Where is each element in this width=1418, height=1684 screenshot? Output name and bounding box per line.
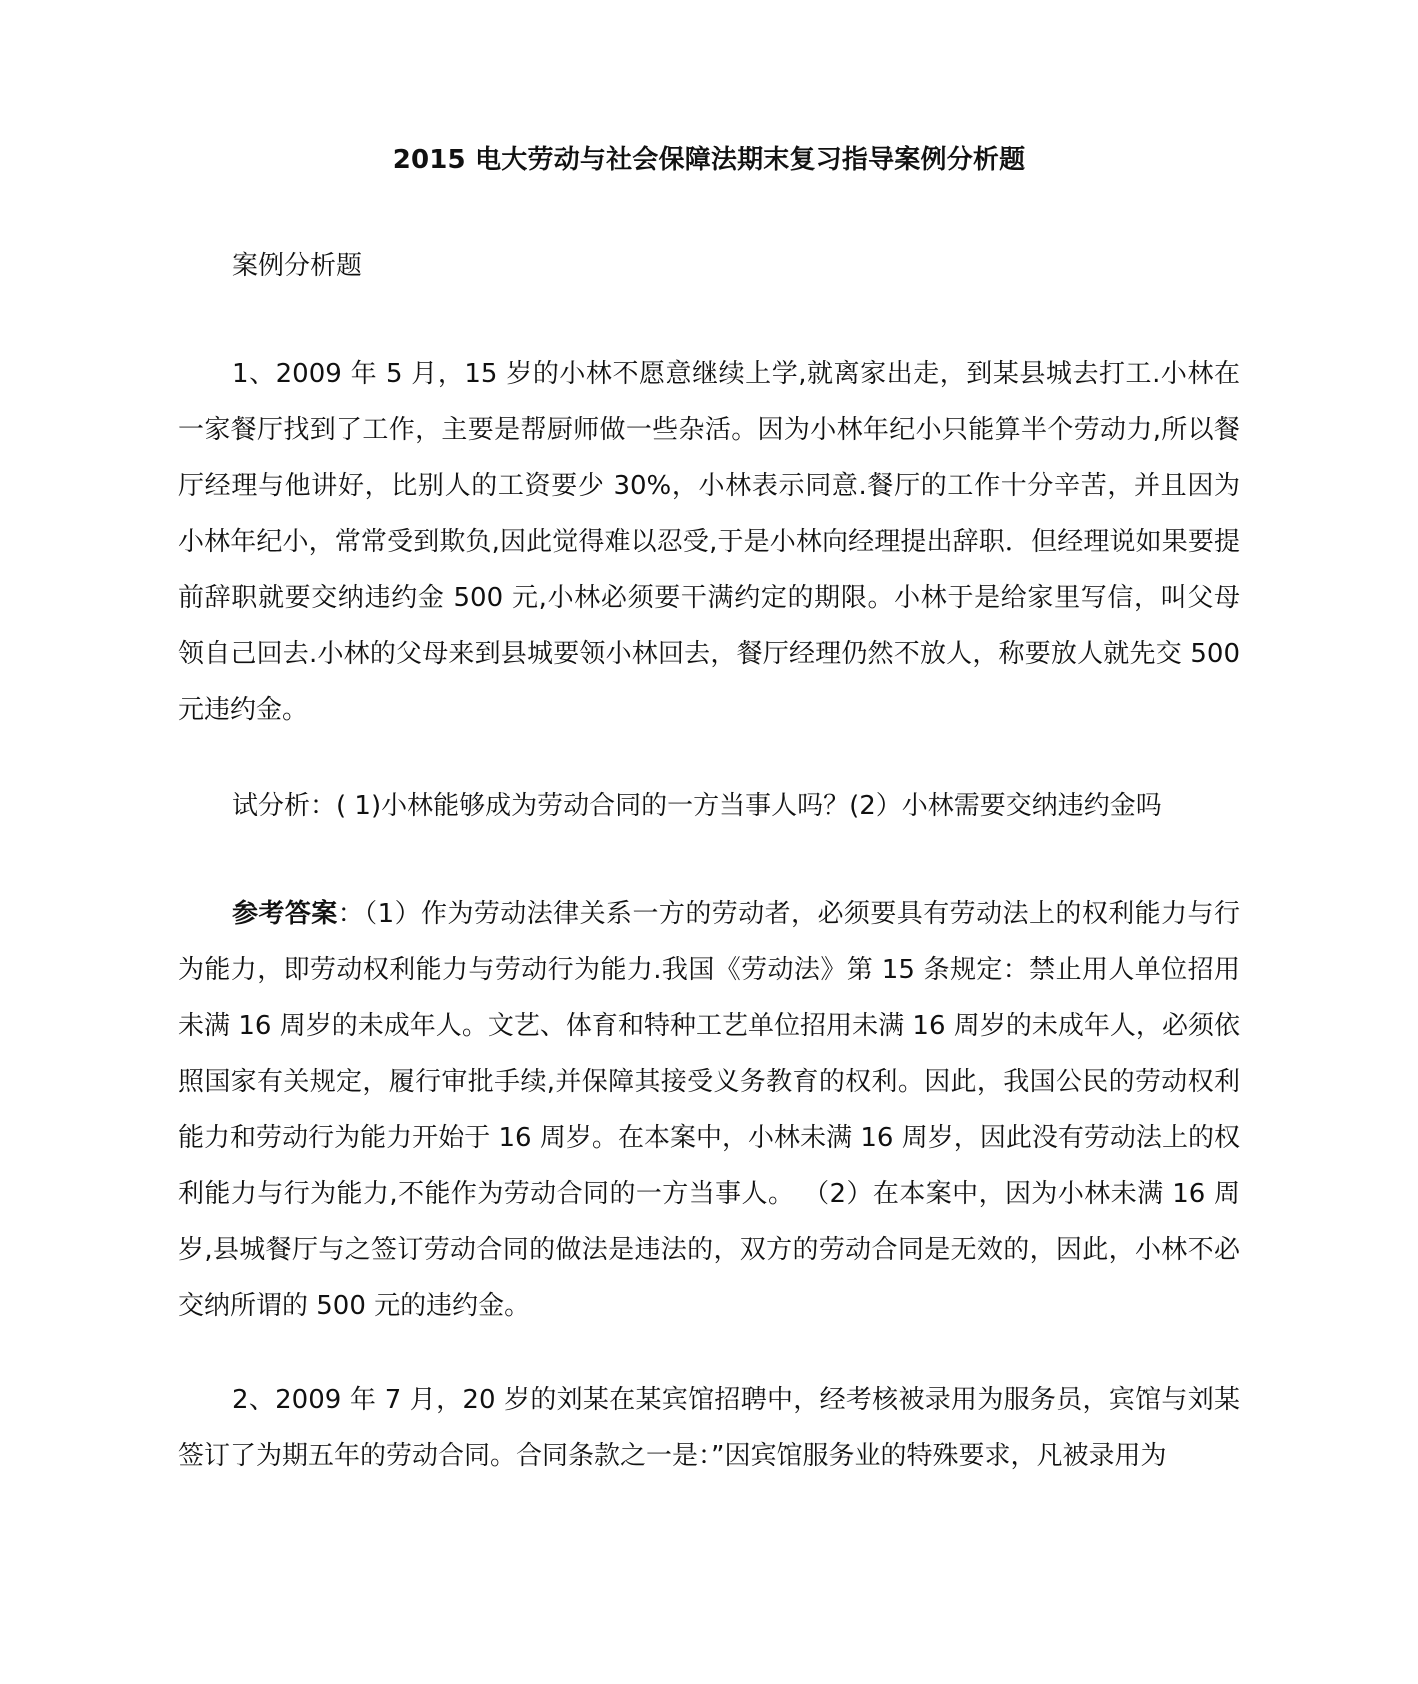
section-heading: 案例分析题 xyxy=(232,251,363,281)
case1-answer-paragraph xyxy=(178,886,1240,1334)
case2-paragraph: 2、2009 年 7 月，20 岁的刘某在某宾馆招聘中，经考核被录用为服务员，宾馆与刘某签订了为期五年的劳动合同。合同条款之一是：”因宾馆服务业的特殊要求，凡被录用为 xyxy=(178,1385,1240,1471)
case1-answer-text: （1）作为劳动法律关系一方的劳动者，必须要具有劳动法上的权利能力与行为能力，即劳动权利能力与劳动行为能力.我国《劳动法》第 15 条规定：禁止用人单位招用未满 16 周岁的未成年人。文艺、体育和特种工艺单位招用未满 16 周岁的未成年人，必须依照国家有关规定，履行审批手续,并保障其接受义务教育的权利。因此，我国公民的劳动权利能力和劳动行为能力开始于 16 周岁。在本案中，小林未满 16 周岁，因此没有劳动法上的权利能力与行为能力,不能作为劳动合同的一方当事人。 （2）在本案中，因为小林未满 16 周岁,县城餐厅与之签订劳动合同的做法是违法的，双方的劳动合同是无效的，因此，小林不必交纳所谓的 500 元的违约金。 xyxy=(178,899,1240,1321)
answer-colon: ： xyxy=(337,899,365,929)
answer-label: 参考答案 xyxy=(232,899,338,929)
case1-paragraph: 1、2009 年 5 月，15 岁的小林不愿意继续上学,就离家出走，到某县城去打工.小林在一家餐厅找到了工作，主要是帮厨师做一些杂活。因为小林年纪小只能算半个劳动力,所以餐厅经理与他讲好，比别人的工资要少 30%，小林表示同意.餐厅的工作十分辛苦，并且因为小林年纪小，常常受到欺负,因此觉得难以忍受,于是小林向经理提出辞职．但经理说如果要提前辞职就要交纳违约金 500 元,小林必须要干满约定的期限。小林于是给家里写信，叫父母领自己回去.小林的父母来到县城要领小林回去，餐厅经理仍然不放人，称要放人就先交 500 元违约金。 xyxy=(178,359,1240,725)
document-title: 2015 电大劳动与社会保障法期末复习指导案例分析题 xyxy=(392,145,1026,175)
case1-question: 试分析：( 1)小林能够成为劳动合同的一方当事人吗？(2）小林需要交纳违约金吗 xyxy=(232,791,1162,821)
